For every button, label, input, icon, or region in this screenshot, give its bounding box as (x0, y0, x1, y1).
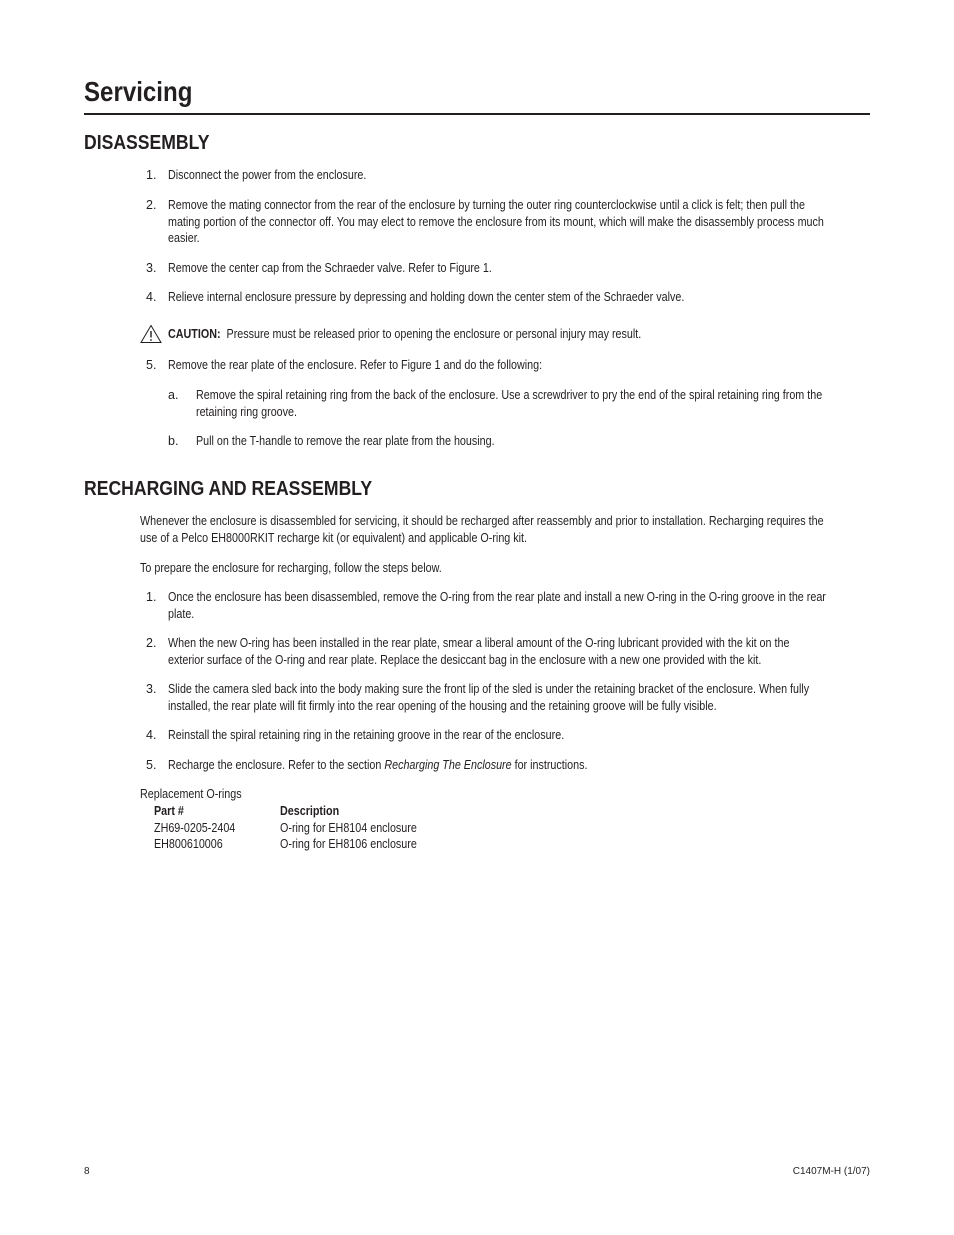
recharging-intro (140, 513, 870, 546)
section-reference: Recharging The Enclosure (384, 758, 512, 772)
recharging-prepare (140, 560, 870, 577)
substep-text-line: Remove the spiral retaining ring from the back of the enclosure. Use a screwdriver to pry the end of the spiral retaining ring from the (196, 388, 823, 402)
step-text-line (168, 757, 772, 774)
step-text-line: Disconnect the power from the enclosure. (168, 168, 367, 182)
step-text-line: mating portion of the connector off. You may elect to remove the enclosure from its mount, which will make the disassembly process much (168, 214, 824, 229)
substep-letter: b. (168, 434, 179, 448)
step-number: 5. (146, 358, 157, 372)
step-text-line: When the new O-ring has been installed in the rear plate, smear a liberal amount of the O-ring lubricant provided with the kit on the (168, 636, 790, 650)
step-number: 4. (146, 728, 157, 742)
step-text-line: Slide the camera sled back into the body making sure the front lip of the sled is under the retaining bracket of the enclosure. When fully (168, 682, 810, 696)
step-text-line: plate. (168, 606, 195, 621)
table-cell-description: O-ring for EH8106 enclosure (280, 837, 417, 851)
step5-text-after: for instructions. (511, 758, 588, 772)
table-header-part: Part # (154, 804, 184, 818)
step-text-line: Remove the center cap from the Schraeder valve. Refer to Figure 1. (168, 261, 492, 275)
caution-label: CAUTION: (168, 327, 221, 341)
step-text-line: Relieve internal enclosure pressure by depressing and holding down the center stem of the Schraeder valve. (168, 290, 685, 304)
title-rule (84, 113, 870, 115)
step-text-line: Reinstall the spiral retaining ring in the retaining groove in the rear of the enclosure. (168, 728, 565, 742)
table-caption: Replacement O-rings (140, 787, 242, 801)
prepare-line: To prepare the enclosure for recharging, follow the steps below. (140, 561, 442, 575)
page-title: Servicing (84, 76, 193, 107)
page-number: 8 (84, 1166, 90, 1177)
step-text-line: exterior surface of the O-ring and rear plate. Replace the desiccant bag in the enclosure with a new one provided with the kit. (168, 652, 762, 667)
step-text-line: Remove the mating connector from the rear of the enclosure by turning the outer ring counterclockwise until a click is felt; then pull the (168, 198, 805, 212)
step-number: 1. (146, 168, 157, 182)
step-text-line: Remove the rear plate of the enclosure. Refer to Figure 1 and do the following: (168, 358, 543, 372)
step-number: 3. (146, 682, 157, 696)
table-header-description: Description (280, 804, 340, 818)
substep-letter: a. (168, 388, 179, 402)
step-number: 2. (146, 636, 157, 650)
table-cell-part: EH800610006 (154, 837, 223, 851)
substep-text-line: Pull on the T-handle to remove the rear plate from the housing. (196, 434, 495, 448)
step5-text-before: Recharge the enclosure. Refer to the section (168, 758, 385, 772)
step-number: 3. (146, 261, 157, 275)
disassembly-heading: DISASSEMBLY (84, 132, 210, 154)
step-number: 4. (146, 290, 157, 304)
step-number: 1. (146, 590, 157, 604)
step-number: 2. (146, 198, 157, 212)
step-text-line: installed, the rear plate will fit firmly into the rear opening of the housing and the retaining groove will be fully visible. (168, 698, 717, 713)
table-cell-part: ZH69-0205-2404 (154, 821, 236, 835)
substep-text-line: retaining ring groove. (196, 404, 297, 419)
intro-line: Whenever the enclosure is disassembled for servicing, it should be recharged after reassembly and prior to installation. Recharging requires the (140, 514, 824, 528)
recharging-heading: RECHARGING AND REASSEMBLY (84, 478, 373, 500)
step-text-line: easier. (168, 231, 200, 246)
step-text-line: Once the enclosure has been disassembled, remove the O-ring from the rear plate and install a new O-ring in the O-ring groove in the rear (168, 590, 826, 604)
step-number: 5. (146, 758, 157, 772)
document-code: C1407M-H (1/07) (792, 1166, 870, 1177)
table-cell-description: O-ring for EH8104 enclosure (280, 821, 417, 835)
intro-line: use of a Pelco EH8000RKIT recharge kit (or equivalent) and applicable O-ring kit. (140, 530, 528, 545)
warning-triangle-icon (140, 324, 162, 344)
caution-text: Pressure must be released prior to opening the enclosure or personal injury may result. (226, 327, 642, 341)
